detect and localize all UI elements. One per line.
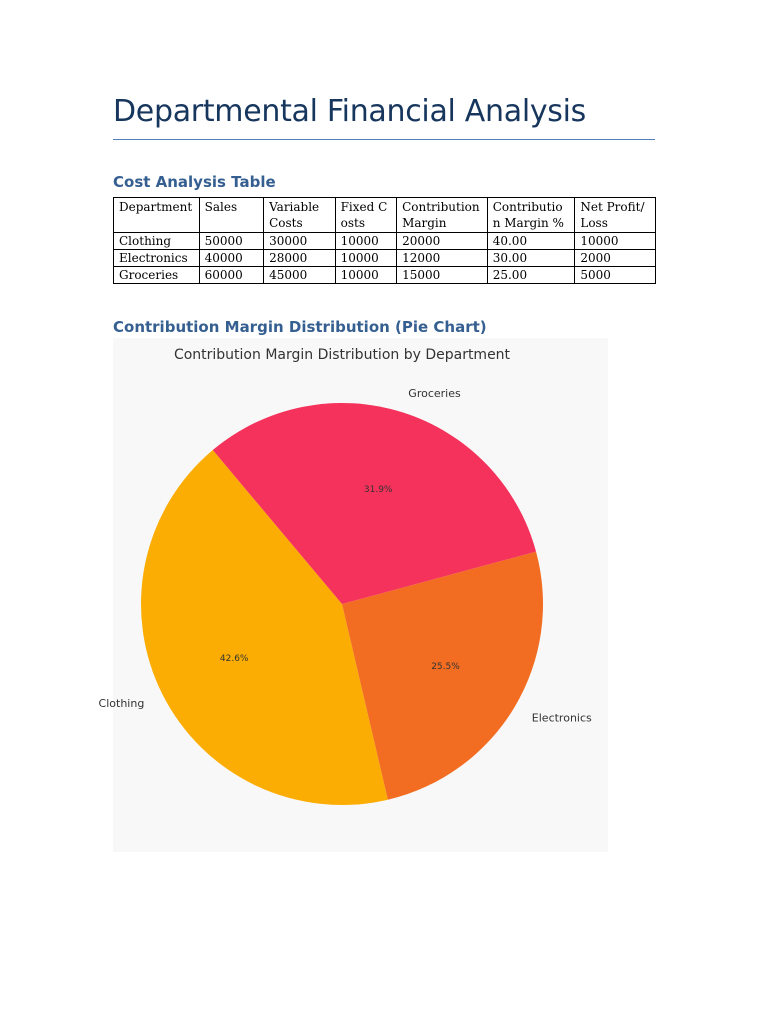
- table-cell: 12000: [397, 250, 488, 267]
- table-cell: 40.00: [487, 233, 575, 250]
- table-heading: Cost Analysis Table: [113, 173, 276, 191]
- pie-percent-label-electronics: 25.5%: [431, 661, 460, 672]
- table-cell: 28000: [264, 250, 336, 267]
- table-cell: 10000: [575, 233, 656, 250]
- header-fixed-costs: Fixed Costs: [335, 198, 396, 233]
- pie-category-label-clothing: Clothing: [98, 697, 145, 710]
- table-cell: 15000: [397, 267, 488, 284]
- pie-chart: [98, 338, 608, 852]
- chart-title: Contribution Margin Distribution by Department: [173, 347, 511, 363]
- pie-category-label-groceries: Groceries: [408, 387, 461, 401]
- pie-chart-figure: [98, 338, 608, 852]
- table-cell: 25.00: [487, 267, 575, 284]
- header-sales: Sales: [199, 198, 263, 233]
- table-row: [114, 267, 656, 284]
- header-department: Department: [114, 198, 200, 233]
- table-cell: 5000: [575, 267, 656, 284]
- table-row: [114, 250, 656, 267]
- table-cell: 20000: [397, 233, 488, 250]
- table-cell: 45000: [264, 267, 336, 284]
- pie-percent-label-clothing: 42.6%: [219, 654, 249, 664]
- table-cell: 10000: [335, 233, 396, 250]
- cost-analysis-table: [113, 197, 656, 284]
- header-contribution-margin: Contribution Margin: [397, 198, 488, 233]
- table-cell: 30.00: [487, 250, 575, 267]
- table-cell: 10000: [335, 267, 396, 284]
- table-cell: Electronics: [114, 250, 200, 267]
- chart-heading: Contribution Margin Distribution (Pie Chart): [113, 318, 487, 336]
- pie-percent-label-groceries: 31.9%: [363, 484, 393, 495]
- table-row: [114, 233, 656, 250]
- document-title: Departmental Financial Analysis: [113, 94, 587, 129]
- table-cell: Clothing: [114, 233, 200, 250]
- table-cell: 10000: [335, 250, 396, 267]
- table-cell: 40000: [199, 250, 263, 267]
- header-contribution-margin-pct: Contribution Margin %: [487, 198, 575, 233]
- pie-category-label-electronics: Electronics: [531, 711, 592, 725]
- table-header-row: [114, 198, 656, 233]
- table-cell: 60000: [199, 267, 263, 284]
- table-cell: 2000: [575, 250, 656, 267]
- title-underline: [113, 139, 655, 140]
- header-variable-costs: Variable Costs: [264, 198, 336, 233]
- table-cell: Groceries: [114, 267, 200, 284]
- header-net-profit-loss: Net Profit/Loss: [575, 198, 656, 233]
- table-cell: 30000: [264, 233, 336, 250]
- table-cell: 50000: [199, 233, 263, 250]
